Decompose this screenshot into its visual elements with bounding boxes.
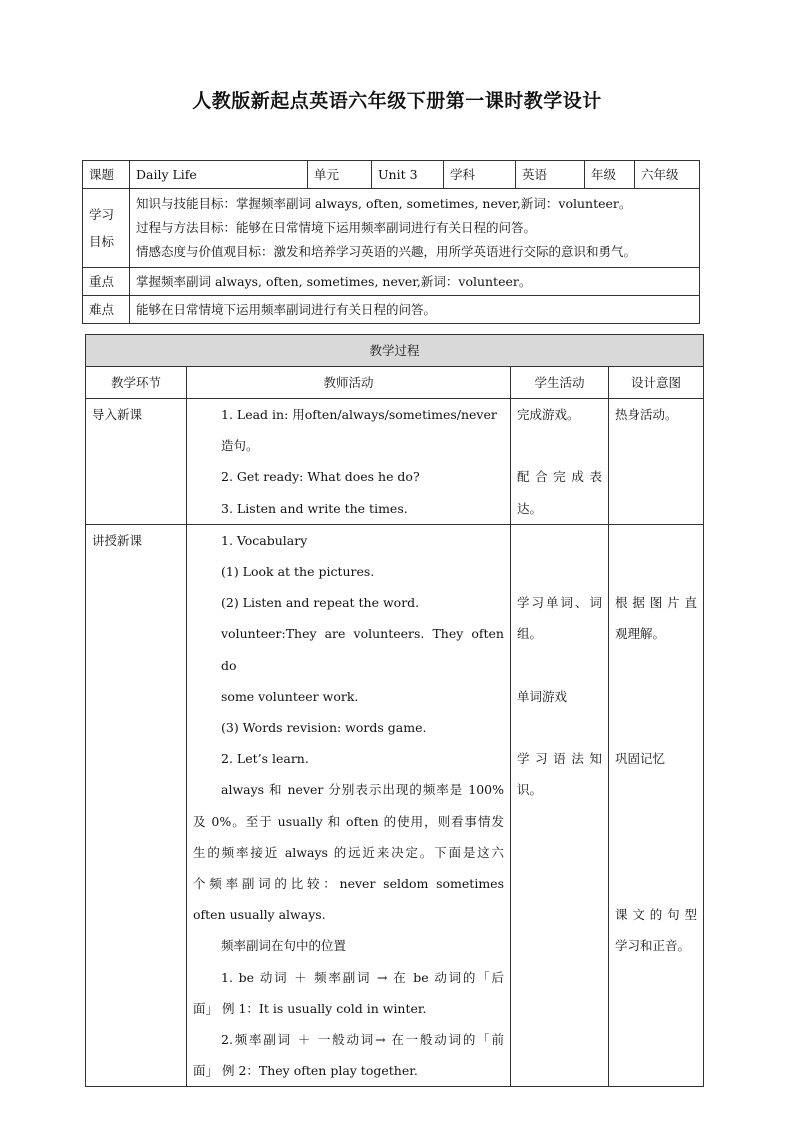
lesson-info-table bbox=[82, 160, 700, 324]
grade-value: 六年级 bbox=[635, 161, 700, 189]
goal-attitude: 情感态度与价值观目标：激发和培养学习英语的兴趣，用所学英语进行交际的意识和勇气。 bbox=[136, 244, 637, 259]
student-intro-line: 达。 bbox=[517, 500, 543, 516]
teaching-process-table bbox=[85, 334, 704, 1087]
goals-content bbox=[130, 189, 700, 268]
topic-value: Daily Life bbox=[130, 161, 308, 189]
teacher-line: always 和 never 分别表示出现的频率是 100% bbox=[221, 782, 504, 798]
teacher-intro bbox=[187, 399, 511, 525]
purpose-new-lesson bbox=[609, 524, 704, 1087]
header-stage: 教学环节 bbox=[86, 367, 187, 399]
purpose-intro: 热身活动。 bbox=[609, 399, 704, 525]
student-line: 组。 bbox=[517, 626, 543, 642]
subject-label: 学科 bbox=[444, 161, 516, 189]
purpose-line: 学习和正音。 bbox=[615, 938, 691, 954]
stage-new-lesson: 讲授新课 bbox=[86, 524, 187, 1087]
teacher-line: (2) Listen and repeat the word. bbox=[221, 595, 420, 611]
teacher-line: (1) Look at the pictures. bbox=[221, 564, 375, 580]
document-title: 人教版新起点英语六年级下册第一课时教学设计 bbox=[192, 90, 602, 112]
purpose-line: 巩固记忆 bbox=[615, 751, 666, 767]
purpose-line: 根据图片直 bbox=[615, 595, 698, 611]
process-title-row bbox=[86, 335, 704, 367]
purpose-line: 观理解。 bbox=[615, 626, 666, 642]
teacher-line: 1. Vocabulary bbox=[221, 532, 308, 548]
difficulty-label: 难点 bbox=[83, 296, 130, 324]
header-teacher: 教师活动 bbox=[187, 367, 511, 399]
purpose-line: 课文的句型 bbox=[615, 907, 698, 923]
student-line: 识。 bbox=[517, 782, 543, 798]
stage-intro: 导入新课 bbox=[86, 399, 187, 525]
teacher-line: 2.频率副词 ＋ 一般动词→ 在一般动词的「前 bbox=[221, 1032, 504, 1048]
info-row-goals bbox=[83, 189, 700, 268]
teacher-intro-line: 3. Listen and write the times. bbox=[221, 500, 408, 516]
topic-label: 课题 bbox=[83, 161, 130, 189]
teacher-intro-line: 2. Get ready: What does he do? bbox=[221, 469, 420, 485]
teacher-line: 及 0%。至于 usually 和 often 的使用，则看事情发 bbox=[193, 813, 504, 829]
student-intro-line: 配合完成表 bbox=[517, 469, 602, 485]
student-intro-line: 完成游戏。 bbox=[517, 407, 580, 422]
goals-label-line-2: 目标 bbox=[89, 234, 115, 249]
teacher-line: 频率副词在句中的位置 bbox=[221, 938, 347, 954]
goals-label bbox=[83, 189, 130, 268]
teacher-line: often usually always. bbox=[193, 907, 326, 923]
goal-knowledge: 知识与技能目标：掌握频率副词 always, often, sometimes, never,新词：volunteer。 bbox=[136, 196, 632, 211]
info-row-key-point bbox=[83, 268, 700, 296]
key-point-value: 掌握频率副词 always, often, sometimes, never,新词：volunteer。 bbox=[130, 268, 700, 296]
goals-label-line-1: 学习 bbox=[89, 207, 115, 222]
header-purpose: 设计意图 bbox=[609, 367, 704, 399]
key-point-label: 重点 bbox=[83, 268, 130, 296]
subject-value: 英语 bbox=[516, 161, 585, 189]
teacher-line: 面」 例 2：They often play together. bbox=[193, 1063, 418, 1079]
header-student: 学生活动 bbox=[511, 367, 609, 399]
goal-process: 过程与方法目标：能够在日常情境下运用频率副词进行有关日程的问答。 bbox=[136, 220, 537, 235]
student-line: 学习单词、词 bbox=[517, 595, 602, 611]
teacher-line: 个频率副词的比较：never seldom sometimes bbox=[193, 876, 504, 892]
teacher-line: 1. be 动词 ＋ 频率副词 → 在 be 动词的「后 bbox=[221, 969, 504, 985]
student-line: 学习语法知 bbox=[517, 751, 602, 767]
unit-value: Unit 3 bbox=[372, 161, 444, 189]
teacher-line: 面」 例 1：It is usually cold in winter. bbox=[193, 1000, 427, 1016]
process-title: 教学过程 bbox=[86, 335, 704, 367]
teacher-line: (3) Words revision: words game. bbox=[221, 720, 427, 736]
grade-label: 年级 bbox=[585, 161, 635, 189]
teacher-line: some volunteer work. bbox=[221, 688, 359, 704]
teacher-line: 2. Let’s learn. bbox=[221, 751, 309, 767]
info-row-difficulty bbox=[83, 296, 700, 324]
process-row-new-lesson bbox=[86, 524, 704, 1087]
process-header-row bbox=[86, 367, 704, 399]
teacher-intro-line: 1. Lead in: 用often/always/sometimes/never造句。 bbox=[221, 407, 497, 454]
teacher-line: 生的频率接近 always 的远近来决定。下面是这六 bbox=[193, 844, 504, 860]
teacher-line: volunteer:They are volunteers. They often do bbox=[221, 626, 504, 673]
info-row-topic bbox=[83, 161, 700, 189]
difficulty-value: 能够在日常情境下运用频率副词进行有关日程的问答。 bbox=[130, 296, 700, 324]
process-row-intro bbox=[86, 399, 704, 525]
teacher-new-lesson bbox=[187, 524, 511, 1087]
student-intro bbox=[511, 399, 609, 525]
unit-label: 单元 bbox=[308, 161, 372, 189]
student-new-lesson bbox=[511, 524, 609, 1087]
student-line: 单词游戏 bbox=[517, 688, 568, 704]
